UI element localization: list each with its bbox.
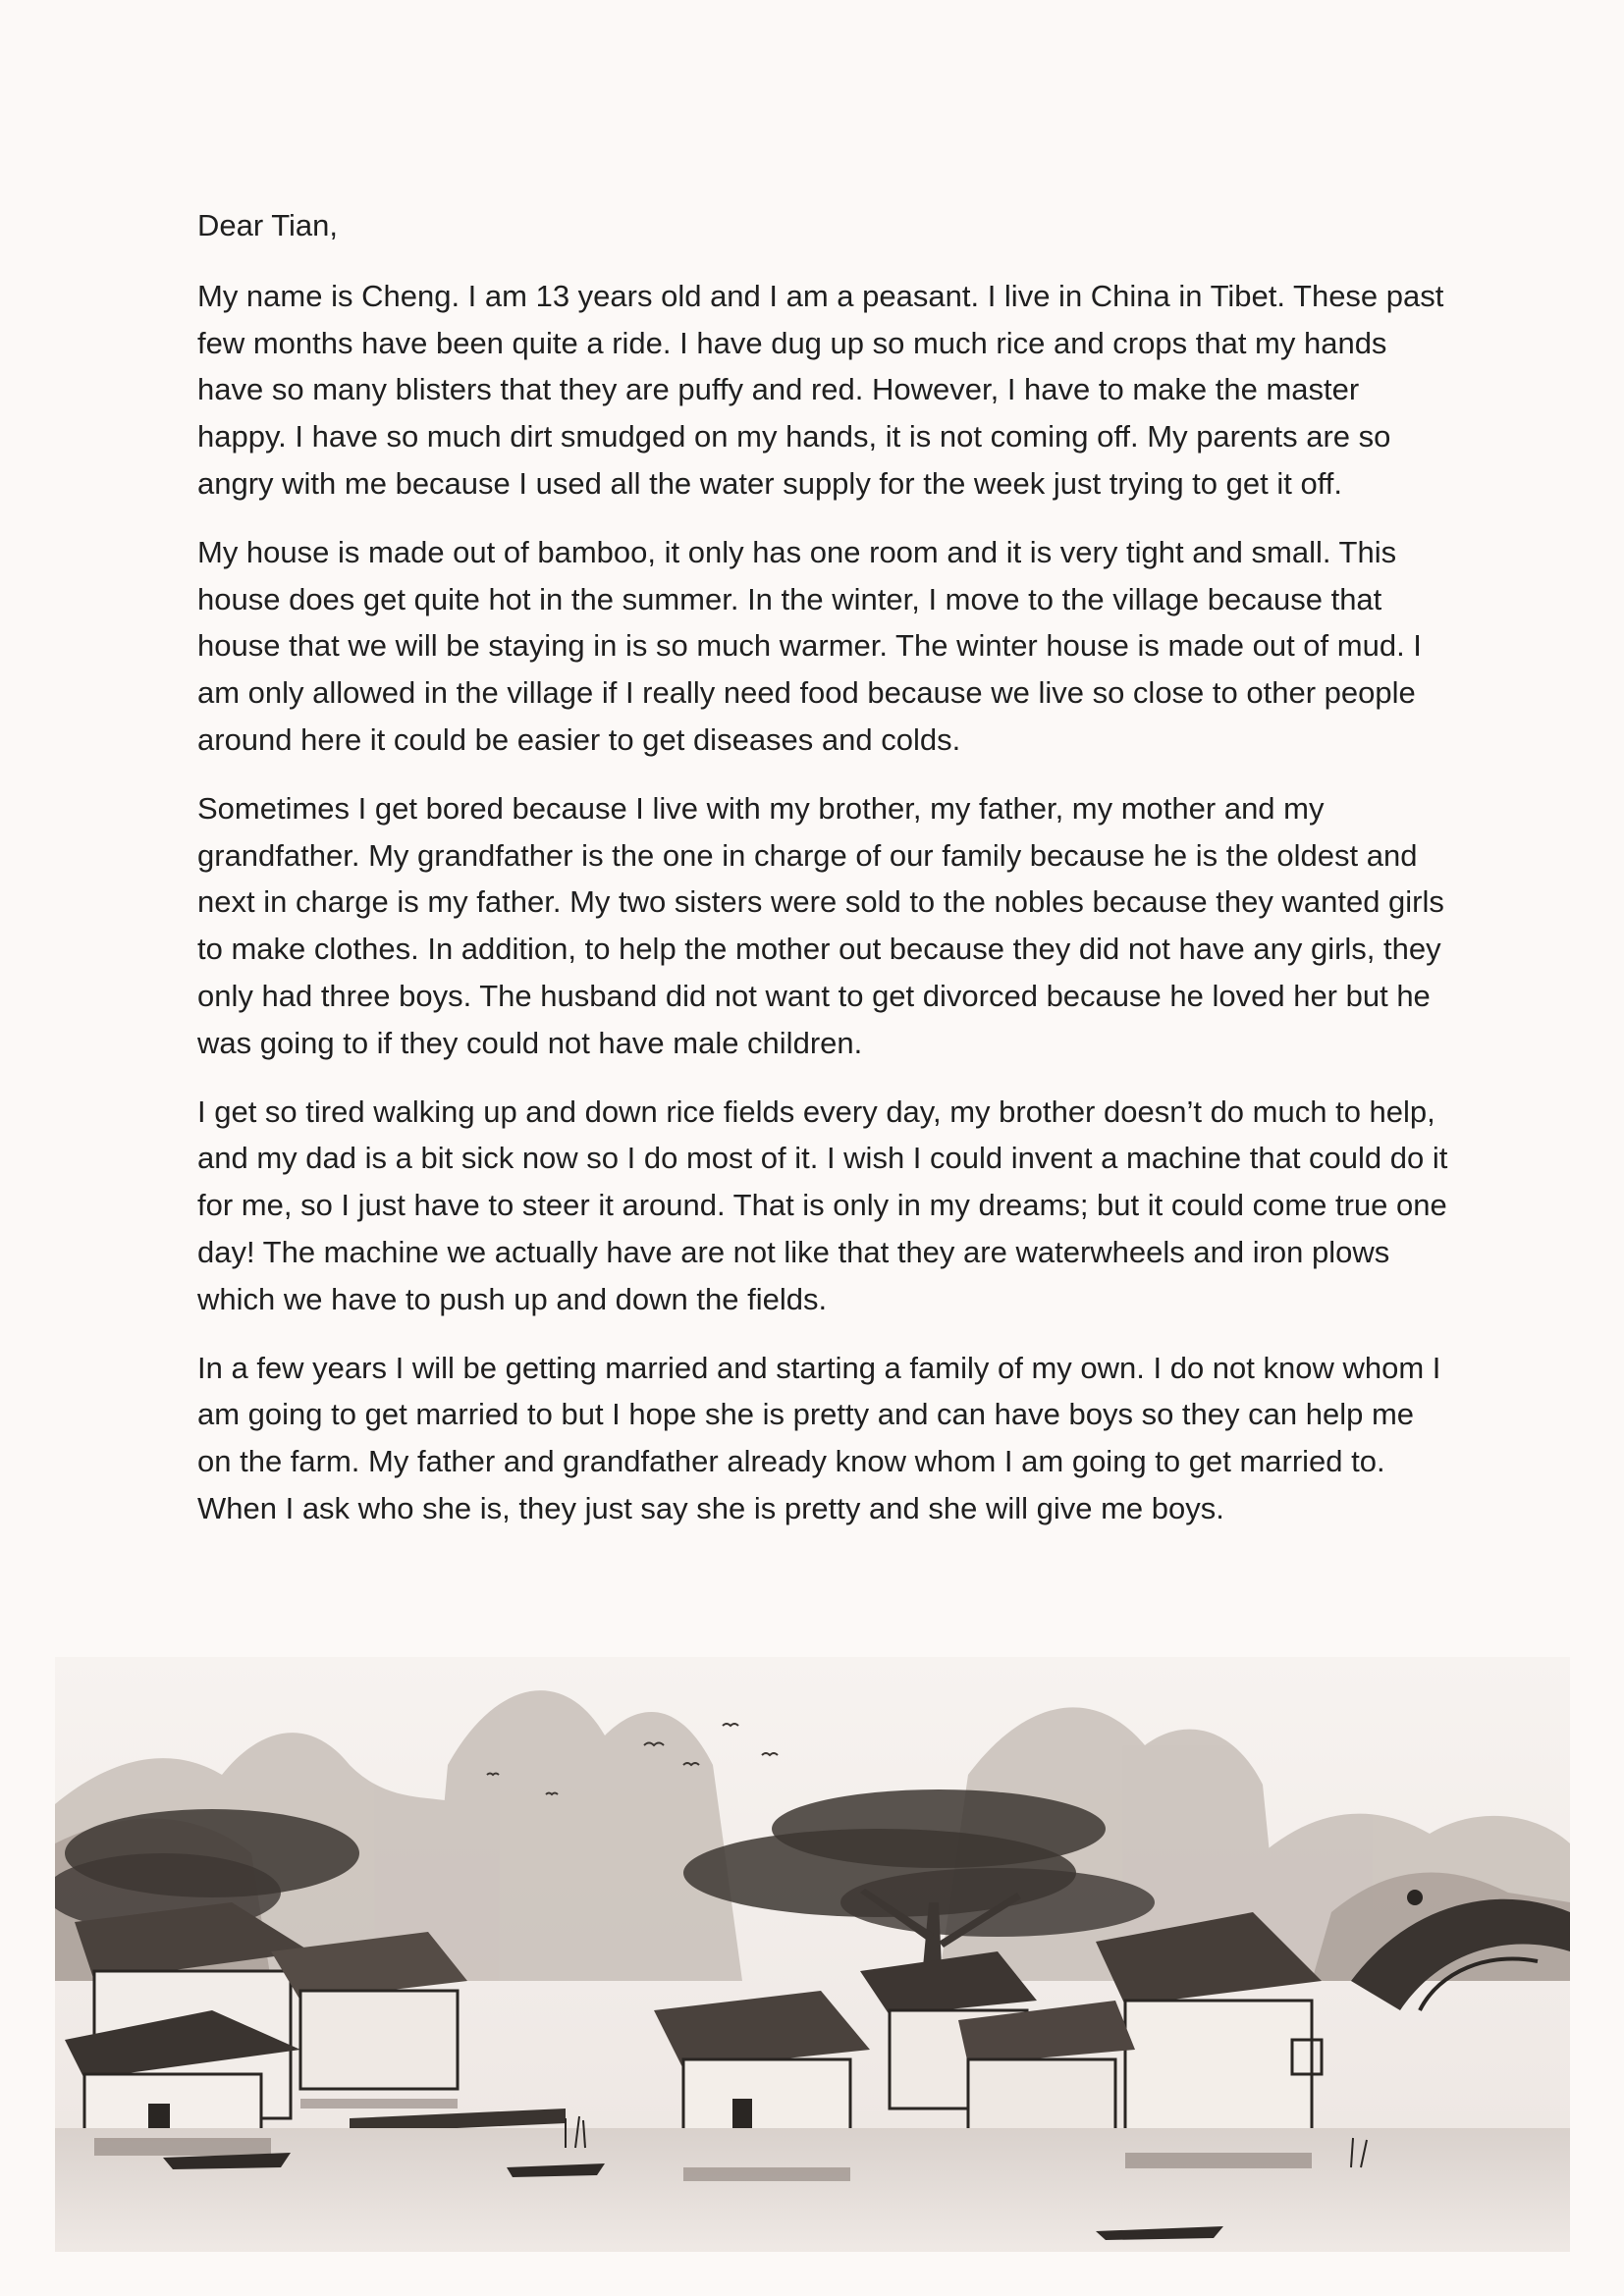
letter-paragraph: My house is made out of bamboo, it only has one room and it is very tight and small. This house does get quite hot in the summer. In the winter, I move to the village because that house that we will be staying in is so much warmer. The winter house is made out of mud. I am only allowed in the village if I really need food because we live so close to other people around here it could be easier to get diseases and colds. bbox=[197, 534, 1422, 757]
village-ink-painting bbox=[55, 1657, 1570, 2252]
river-water bbox=[55, 2128, 1570, 2252]
letter-greeting: Dear Tian, bbox=[197, 208, 339, 242]
village-ink-painting-svg bbox=[55, 1657, 1570, 2252]
letter-paragraph: I get so tired walking up and down rice fields every day, my brother doesn’t do much to help, and my dad is a bit sick now so I do most of it. I wish I could invent a machine that could do it for me, so I just have to steer it around. That is only in my dreams; but it could come true one day! The machine we actually have are not like that they are waterwheels and iron plows which we have to push up and down the fields. bbox=[197, 1094, 1448, 1316]
letter-paragraph: My name is Cheng. I am 13 years old and I am a peasant. I live in China in Tibet. These past few months have been quite a ride. I have dug up so much rice and crops that my hands have so many blisters that they are puffy and red. However, I have to make the master happy. I have so much dirt smudged on my hands, it is not coming off. My parents are so angry with me because I used all the water supply for the week just trying to get it off. bbox=[197, 278, 1444, 501]
letter-paragraph: In a few years I will be getting married and starting a family of my own. I do not know whom I am going to get married to but I hope she is pretty and can have boys so they can help me on the farm. My father and grandfather already know whom I am going to get married to. When I ask who she is, they just say she is pretty and she will give me boys. bbox=[197, 1350, 1441, 1525]
letter-paragraph: Sometimes I get bored because I live with my brother, my father, my mother and my grandfather. My grandfather is the one in charge of our family because he is the oldest and next in charge is my father. My two sisters were sold to the nobles because they wanted girls to make clothes. In addition, to help the mother out because they did not have any girls, they only had three boys. The husband did not want to get divorced because he loved her but he was going to if they could not have male children. bbox=[197, 790, 1444, 1060]
letter-body bbox=[197, 202, 1454, 1554]
